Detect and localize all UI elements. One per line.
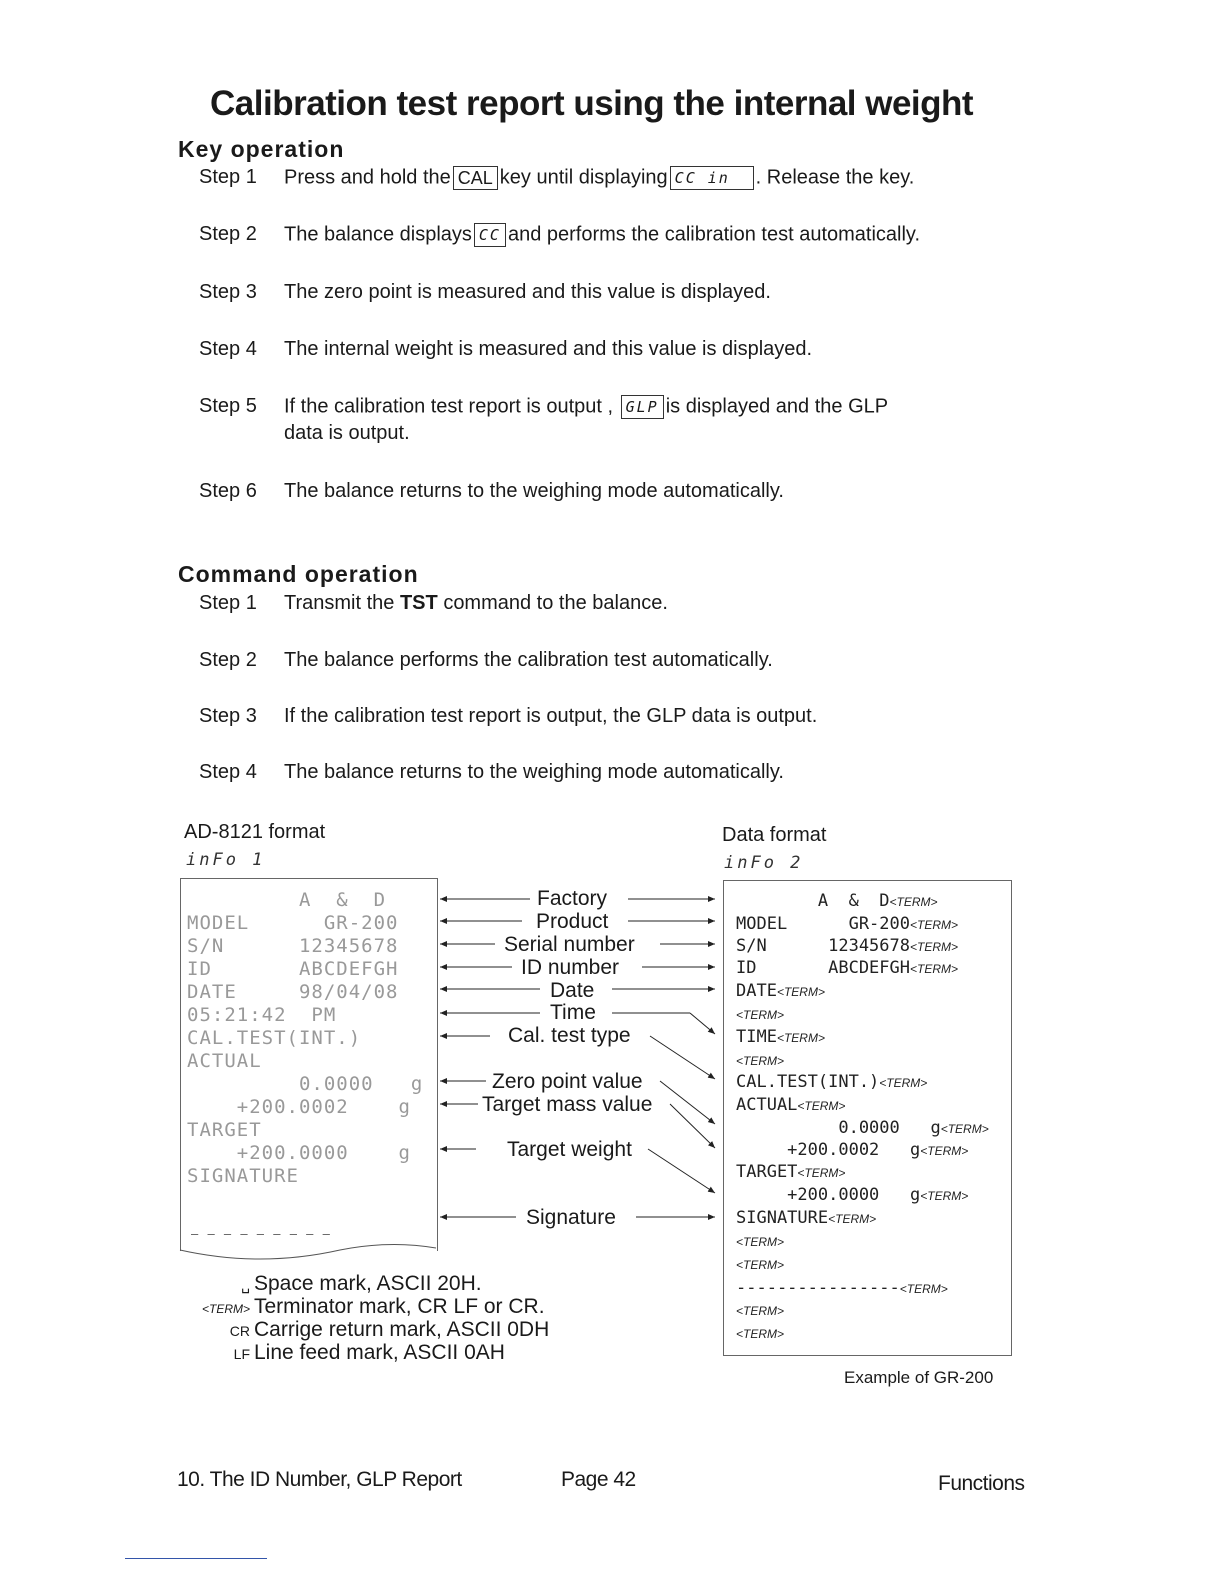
key-operation-heading: Key operation [178,136,345,162]
signature-dashes: – – – – – – – – – [191,1227,331,1241]
data-line: TIME<TERM> [736,1027,825,1047]
footer-section: Functions [938,1472,1025,1495]
label-date: Date [550,979,595,1002]
label-cal-test-type: Cal. test type [508,1024,631,1047]
footer-page-number: Page 42 [561,1468,636,1491]
display-glp: GLP [621,395,664,419]
data-line: TARGET<TERM> [736,1162,846,1182]
legend-lf: LF Line feed mark, ASCII 0AH [233,1341,505,1364]
cmd-step-1: Step 1 Transmit the TST command to the balance. [199,592,668,614]
print-line: S/N 12345678 [187,935,399,957]
display-cc: CC [474,223,506,247]
example-caption: Example of GR-200 [844,1368,994,1387]
footer-chapter: 10. The ID Number, GLP Report [177,1468,462,1491]
print-line: +200.0002 g [187,1096,411,1118]
label-factory: Factory [537,887,608,910]
ad8121-display: inFo 1 [186,850,266,870]
label-product: Product [536,910,609,933]
cmd-step-4: Step 4 The balance returns to the weighing mode automatically. [199,761,784,783]
cmd-step-2: Step 2 The balance performs the calibration test automatically. [199,649,773,671]
print-line: 0.0000 g [187,1073,424,1095]
label-time: Time [550,1001,596,1024]
data-line: <TERM> [736,1054,785,1068]
legend-cr: CR Carrige return mark, ASCII 0DH [229,1318,550,1341]
footer-rule [125,1558,267,1559]
data-line: SIGNATURE<TERM> [736,1208,877,1228]
data-line: <TERM> [736,1258,785,1272]
data-line: <TERM> [736,1008,785,1022]
data-line: +200.0002 g<TERM> [736,1140,969,1160]
data-line: <TERM> [736,1304,785,1318]
label-serial-number: Serial number [504,933,635,956]
print-line: A & D [187,889,387,911]
print-line: +200.0000 g [187,1142,411,1164]
data-line: ----------------<TERM> [736,1278,948,1298]
print-line: DATE 98/04/08 [187,981,399,1003]
key-step-3: Step 3 The zero point is measured and this value is displayed. [199,281,771,303]
data-line: 0.0000 g<TERM> [736,1118,989,1138]
cal-key-box: CAL [453,166,498,190]
key-step-1: Step 1 Press and hold the CAL key until displaying CC in . Release the key. [199,166,915,189]
page-title: Calibration test report using the internal weight [210,84,974,123]
data-line: +200.0000 g<TERM> [736,1185,969,1205]
key-step-2: Step 2 The balance displays CC and performs the calibration test automatically. [199,223,921,246]
data-line: ID ABCDEFGH<TERM> [736,958,959,978]
data-line: DATE<TERM> [736,981,825,1001]
legend-term: <TERM> Terminator mark, CR LF or CR. [201,1295,545,1318]
print-line: 05:21:42 PM [187,1004,337,1026]
print-line: TARGET [187,1119,262,1141]
label-signature: Signature [526,1206,616,1229]
legend-space: ␣ Space mark, ASCII 20H. [241,1272,482,1295]
data-line: CAL.TEST(INT.)<TERM> [736,1072,928,1092]
command-operation-heading: Command operation [178,561,419,587]
print-line: ACTUAL [187,1050,262,1072]
label-target-mass-value: Target mass value [482,1093,653,1116]
display-cc-in: CC in [670,166,754,190]
key-step-5: Step 5 If the calibration test report is output , GLP is displayed and the GLP data is output. [199,395,889,444]
print-line: ID ABCDEFGH [187,958,399,980]
label-id-number: ID number [521,956,620,979]
ad8121-label: AD-8121 format [184,821,326,843]
data-line: <TERM> [736,1235,785,1249]
print-line: SIGNATURE [187,1165,299,1187]
data-line: ACTUAL<TERM> [736,1095,846,1115]
key-step-4: Step 4 The internal weight is measured and this value is displayed. [199,338,813,360]
cmd-step-3: Step 3 If the calibration test report is output, the GLP data is output. [199,705,818,727]
label-zero-point-value: Zero point value [492,1070,643,1093]
data-line: S/N 12345678<TERM> [736,936,959,956]
data-line: <TERM> [736,1327,785,1341]
label-target-weight: Target weight [507,1138,632,1161]
key-step-6: Step 6 The balance returns to the weighing mode automatically. [199,480,784,502]
data-line: A & D<TERM> [736,891,938,911]
print-line: CAL.TEST(INT.) [187,1027,362,1049]
data-line: MODEL GR-200<TERM> [736,914,959,934]
data-format-display: inFo 2 [724,853,804,873]
print-line: MODEL GR-200 [187,912,399,934]
data-format-label: Data format [722,824,827,846]
